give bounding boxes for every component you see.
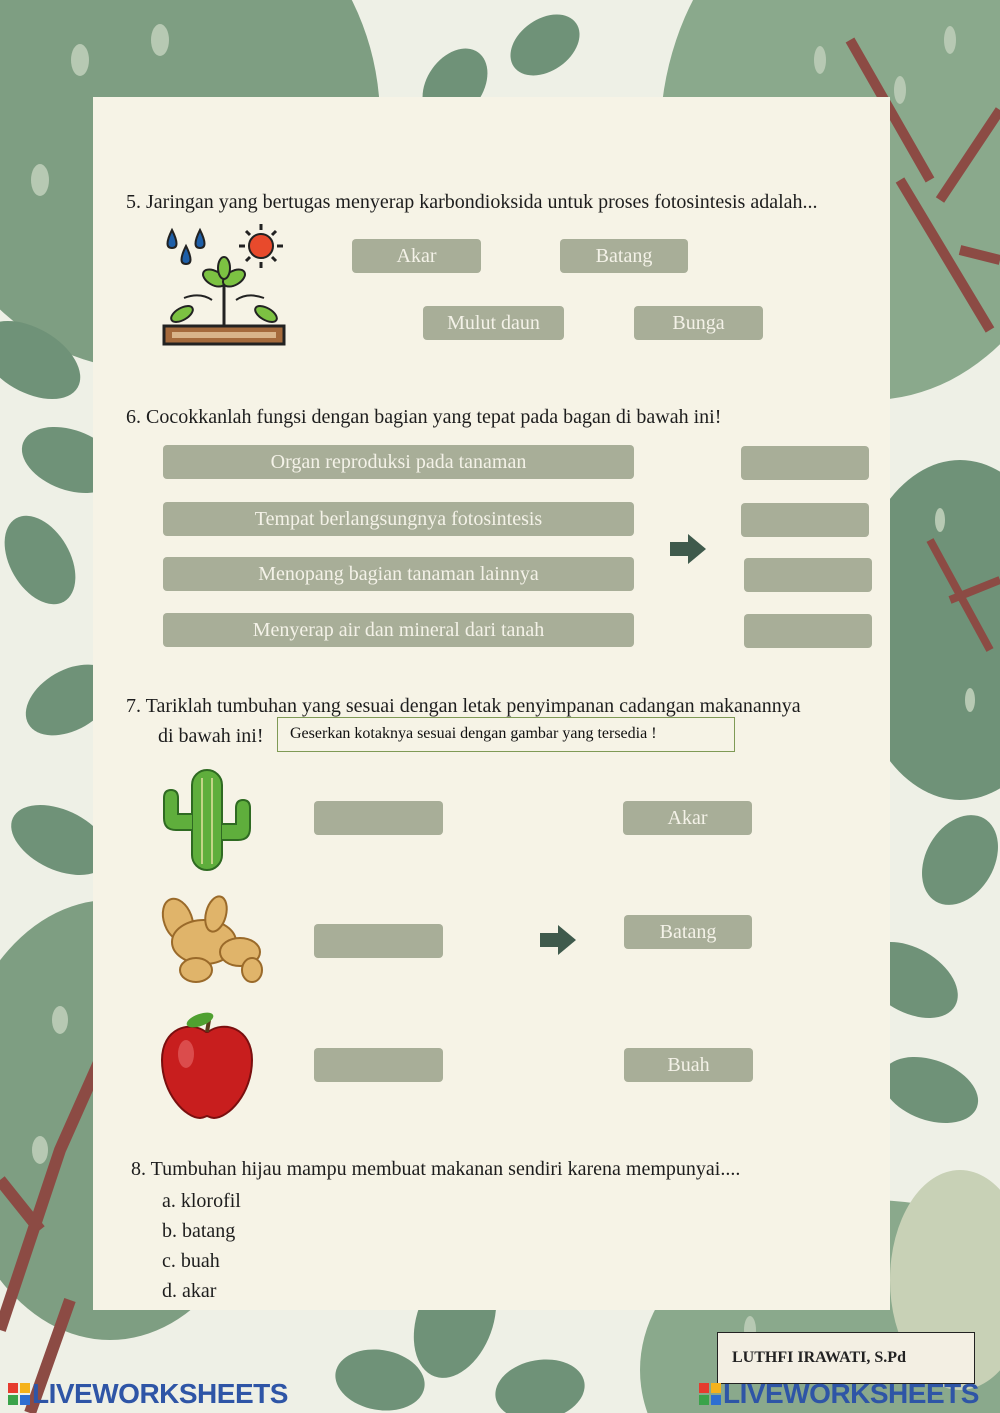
q7-drop-slot-apple[interactable] — [314, 1048, 443, 1082]
q6-drop-slot-4[interactable] — [744, 614, 872, 648]
arrow-right-icon — [668, 532, 708, 566]
question-5-text: 5. Jaringan yang bertugas menyerap karbondioksida untuk proses fotosintesis adalah... — [126, 191, 818, 213]
q7-drop-slot-ginger[interactable] — [314, 924, 443, 958]
q6-drop-slot-1[interactable] — [741, 446, 869, 480]
cactus-image — [158, 768, 254, 872]
q7-part-batang[interactable]: Batang — [624, 915, 752, 949]
brand-left: LIVEWORKSHEETS — [32, 1378, 288, 1409]
q6-function-menopang: Menopang bagian tanaman lainnya — [163, 557, 634, 591]
q8-option-c[interactable]: c. buah — [162, 1250, 220, 1272]
q8-option-b[interactable]: b. batang — [162, 1220, 236, 1242]
q6-drop-slot-3[interactable] — [744, 558, 872, 592]
plant-growth-icon — [160, 222, 288, 350]
q5-option-akar[interactable]: Akar — [352, 239, 481, 273]
q6-function-menyerap-air: Menyerap air dan mineral dari tanah — [163, 613, 634, 647]
question-7-text: 7. Tariklah tumbuhan yang sesuai dengan letak penyimpanan cadangan makanannya — [126, 695, 801, 717]
q5-option-bunga[interactable]: Bunga — [634, 306, 763, 340]
drag-hint-box: Geserkan kotaknya sesuai dengan gambar yang tersedia ! — [277, 717, 735, 752]
question-8-text: 8. Tumbuhan hijau mampu membuat makanan sendiri karena mempunyai.... — [131, 1158, 741, 1180]
q7-drop-slot-cactus[interactable] — [314, 801, 443, 835]
brand-right: LIVEWORKSHEETS — [723, 1378, 979, 1409]
question-6-text: 6. Cocokkanlah fungsi dengan bagian yang tepat pada bagan di bawah ini! — [126, 406, 722, 428]
q7-part-buah[interactable]: Buah — [624, 1048, 753, 1082]
ginger-image — [156, 892, 268, 990]
q5-option-mulut-daun[interactable]: Mulut daun — [423, 306, 564, 340]
arrow-right-icon — [538, 923, 578, 957]
q6-function-reproduksi: Organ reproduksi pada tanaman — [163, 445, 634, 479]
author-name: LUTHFI IRAWATI, S.Pd — [717, 1332, 975, 1384]
apple-image — [160, 1010, 254, 1122]
liveworksheets-logo-icon — [699, 1383, 721, 1405]
q5-option-batang[interactable]: Batang — [560, 239, 688, 273]
q8-option-d[interactable]: d. akar — [162, 1280, 217, 1302]
question-7-text-cont: di bawah ini! — [158, 725, 264, 747]
q6-function-fotosintesis: Tempat berlangsungnya fotosintesis — [163, 502, 634, 536]
q8-option-a[interactable]: a. klorofil — [162, 1190, 241, 1212]
q6-drop-slot-2[interactable] — [741, 503, 869, 537]
liveworksheets-logo-icon — [8, 1383, 30, 1405]
q7-part-akar[interactable]: Akar — [623, 801, 752, 835]
